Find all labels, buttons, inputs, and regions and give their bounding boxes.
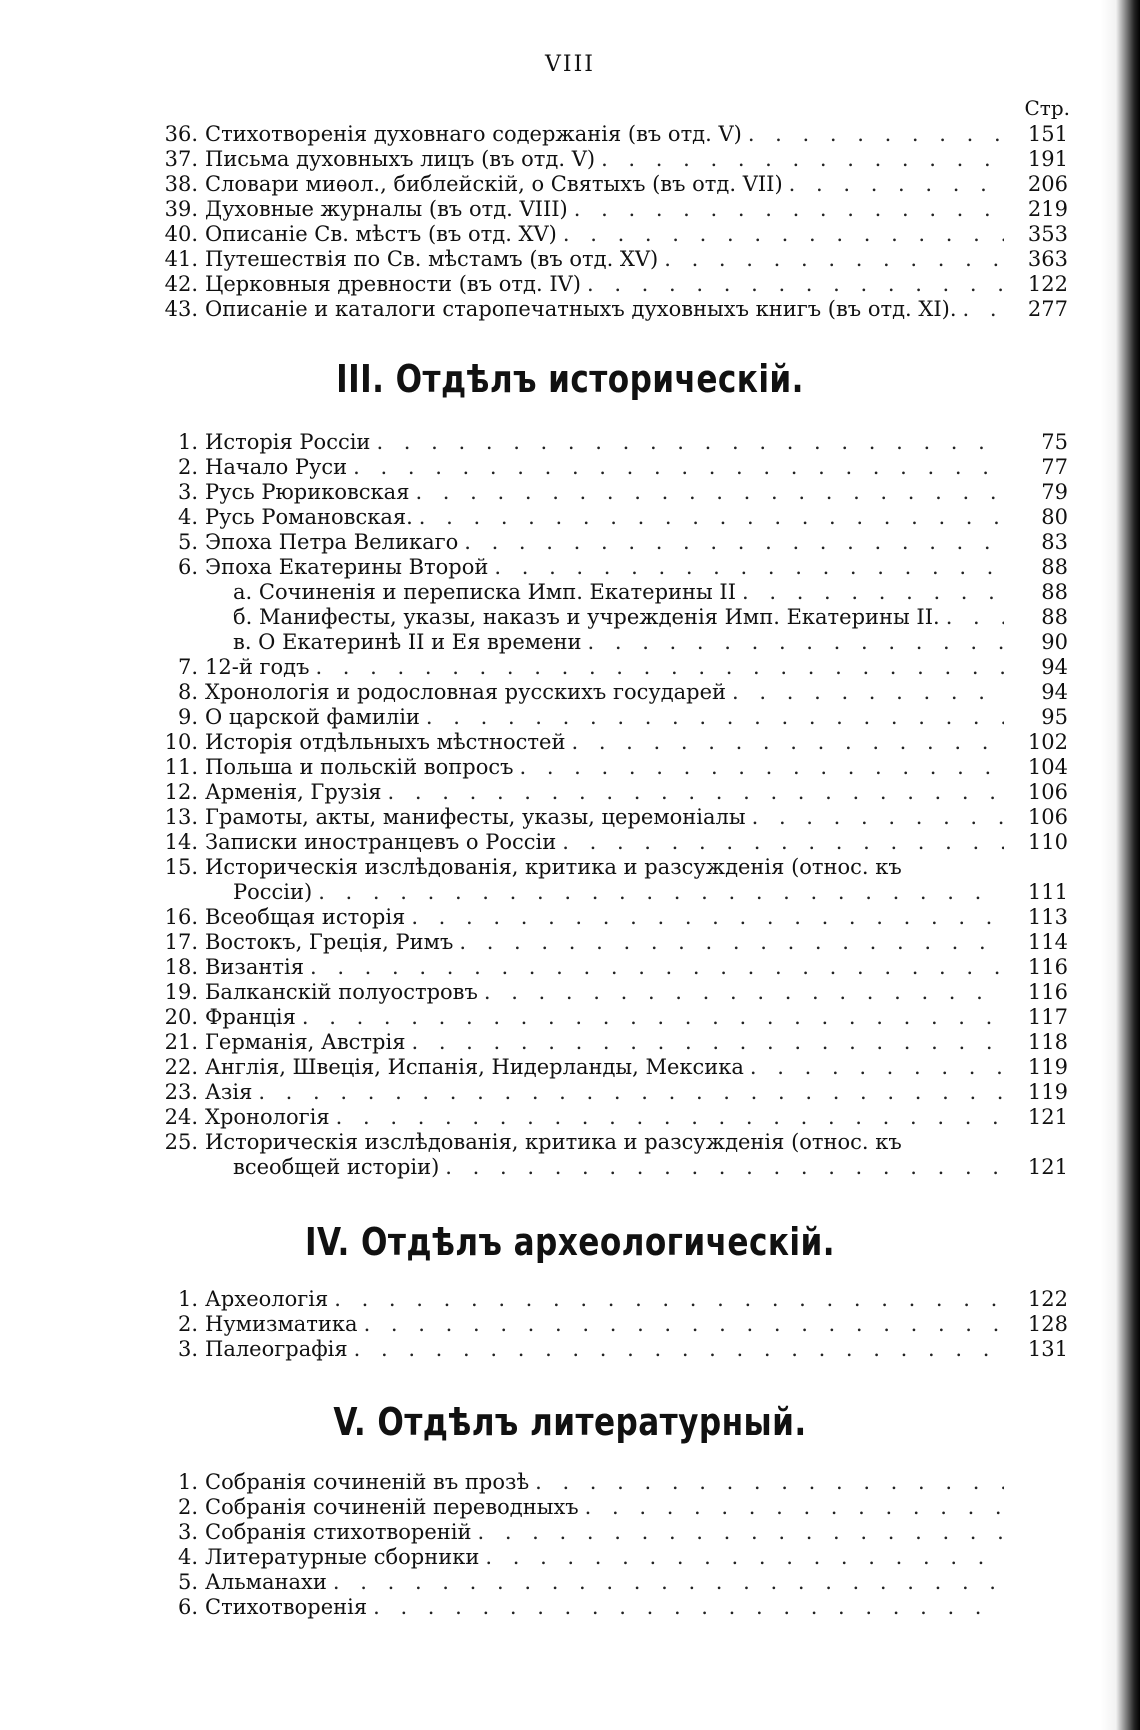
dot-leader <box>587 272 1004 297</box>
dot-leader <box>477 1520 1004 1545</box>
entry-page-number: 114 <box>1027 930 1068 954</box>
entry-title: Историческія изслѣдованія, критика и разсужденія (относ. къ <box>205 855 902 879</box>
toc-entry <box>148 555 1068 580</box>
entry-title: Собранія сочиненій въ прозѣ <box>205 1470 530 1494</box>
entry-title: Англія, Швеція, Испанія, Нидерланды, Мексика <box>205 1055 744 1079</box>
toc-entry <box>148 1520 1068 1545</box>
entry-number: 8. <box>177 680 198 704</box>
dot-leader <box>742 580 1004 605</box>
dot-leader <box>411 1030 1004 1055</box>
entry-number: 4. <box>177 505 198 529</box>
dot-leader <box>752 805 1004 830</box>
toc-entry <box>148 905 1068 930</box>
dot-leader <box>376 430 1004 455</box>
entry-page-number: 363 <box>1027 247 1068 271</box>
toc-section-archaeological <box>148 1287 1068 1362</box>
entry-page-number: 119 <box>1027 1080 1068 1104</box>
entry-number: 3. <box>177 1520 198 1544</box>
entry-page-number: 88 <box>1041 580 1068 604</box>
toc-entry <box>148 480 1068 505</box>
entry-number: 24. <box>164 1105 198 1129</box>
entry-title: Русь Рюриковская <box>205 480 410 504</box>
entry-title: Эпоха Петра Великаго <box>205 530 459 554</box>
entry-title: О царской фамиліи <box>205 705 420 729</box>
entry-number: 1. <box>177 1287 198 1311</box>
dot-leader <box>571 730 1004 755</box>
entry-title: Литературные сборники <box>205 1545 480 1569</box>
entry-title: Стихотворенія <box>205 1595 368 1619</box>
toc-block-continued <box>148 122 1068 322</box>
entry-page-number: 191 <box>1027 147 1068 171</box>
entry-title: Грамоты, акты, манифесты, указы, церемоніалы <box>205 805 746 829</box>
entry-page-number: 95 <box>1041 705 1068 729</box>
toc-entry <box>148 122 1068 147</box>
toc-entry <box>148 430 1068 455</box>
entry-page-number: 121 <box>1027 1155 1068 1179</box>
section-heading-archaeological: IV. Отдѣлъ археологическій. <box>304 1220 835 1264</box>
dot-leader <box>750 1055 1004 1080</box>
dot-leader <box>789 172 1004 197</box>
entry-title: 12-й годъ <box>205 655 310 679</box>
entry-number: 2. <box>177 455 198 479</box>
toc-entry-continuation <box>148 1155 1068 1180</box>
dot-leader <box>562 830 1004 855</box>
entry-page-number: 88 <box>1041 555 1068 579</box>
toc-entry <box>148 1005 1068 1030</box>
entry-page-number: 88 <box>1041 605 1068 629</box>
dot-leader <box>574 197 1004 222</box>
entry-page-number: 119 <box>1027 1055 1068 1079</box>
entry-page-number: 219 <box>1027 197 1068 221</box>
entry-number: 6. <box>177 1595 198 1619</box>
entry-number: 14. <box>164 830 198 854</box>
section-heading-literary: V. Отдѣлъ литературный. <box>333 1400 807 1444</box>
dot-leader <box>563 222 1004 247</box>
dot-leader <box>419 505 1004 530</box>
toc-entry <box>148 297 1068 322</box>
toc-section-historical <box>148 430 1068 1180</box>
entry-number: 1. <box>177 1470 198 1494</box>
entry-page-number: 122 <box>1027 1287 1068 1311</box>
entry-number: 40. <box>164 222 198 246</box>
dot-leader <box>318 880 1004 905</box>
dot-leader <box>336 1105 1004 1130</box>
entry-title: Путешествія по Св. мѣстамъ (въ отд. XV) <box>205 247 659 271</box>
entry-number: 12. <box>164 780 198 804</box>
entry-title: Историческія изслѣдованія, критика и разсужденія (относ. къ <box>205 1130 902 1154</box>
entry-title: Собранія стихотвореній <box>205 1520 472 1544</box>
dot-leader <box>445 1155 1004 1180</box>
dot-leader <box>310 955 1004 980</box>
entry-page-number: 113 <box>1027 905 1068 929</box>
dot-leader <box>333 1570 1004 1595</box>
toc-subentry <box>148 605 1068 630</box>
entry-page-number: 151 <box>1027 122 1068 146</box>
entry-number: 23. <box>164 1080 198 1104</box>
section-heading-historical: III. Отдѣлъ историческій. <box>336 357 804 401</box>
dot-leader <box>494 555 1004 580</box>
entry-title: б. Манифесты, указы, наказъ и учрежденія Имп. Екатерины II. <box>233 605 940 629</box>
entry-number: 39. <box>164 197 198 221</box>
toc-entry <box>148 1130 1068 1155</box>
dot-leader <box>258 1080 1004 1105</box>
entry-title: Всеобщая исторія <box>205 905 406 929</box>
entry-number: 3. <box>177 480 198 504</box>
toc-entry <box>148 830 1068 855</box>
entry-number: 15. <box>164 855 198 879</box>
toc-entry <box>148 980 1068 1005</box>
toc-entry <box>148 805 1068 830</box>
dot-leader <box>748 122 1004 147</box>
entry-page-number: 121 <box>1027 1105 1068 1129</box>
dot-leader <box>732 680 1004 705</box>
entry-number: 11. <box>164 755 198 779</box>
entry-title: а. Сочиненія и переписка Имп. Екатерины II <box>233 580 736 604</box>
entry-number: 25. <box>164 1130 198 1154</box>
dot-leader <box>535 1470 1004 1495</box>
entry-page-number: 131 <box>1027 1337 1068 1361</box>
entry-number: 13. <box>164 805 198 829</box>
dot-leader <box>354 1337 1004 1362</box>
entry-page-number: 77 <box>1041 455 1068 479</box>
entry-number: 37. <box>164 147 198 171</box>
entry-title: Эпоха Екатерины Второй <box>205 555 489 579</box>
entry-title-continuation: всеобщей исторіи) <box>233 1155 440 1179</box>
entry-title: в. О Екатеринѣ II и Ея времени <box>233 630 582 654</box>
toc-entry <box>148 455 1068 480</box>
dot-leader <box>388 780 1004 805</box>
entry-number: 41. <box>164 247 198 271</box>
entry-page-number: 277 <box>1027 297 1068 321</box>
entry-number: 3. <box>177 1337 198 1361</box>
entry-page-number: 106 <box>1027 805 1068 829</box>
toc-entry <box>148 780 1068 805</box>
entry-number: 1. <box>177 430 198 454</box>
entry-page-number: 94 <box>1041 680 1068 704</box>
entry-title: Исторія Россіи <box>205 430 371 454</box>
entry-page-number: 94 <box>1041 655 1068 679</box>
toc-entry-continuation <box>148 880 1068 905</box>
dot-leader <box>353 455 1004 480</box>
toc-entry <box>148 930 1068 955</box>
entry-page-number: 80 <box>1041 505 1068 529</box>
entry-page-number: 206 <box>1027 172 1068 196</box>
toc-entry <box>148 1055 1068 1080</box>
entry-page-number: 122 <box>1027 272 1068 296</box>
toc-entry <box>148 1287 1068 1312</box>
entry-title: Хронологія <box>205 1105 330 1129</box>
toc-entry <box>148 247 1068 272</box>
entry-title: Арменія, Грузія <box>205 780 382 804</box>
entry-page-number: 118 <box>1027 1030 1068 1054</box>
entry-title: Альманахи <box>205 1570 327 1594</box>
dot-leader <box>601 147 1004 172</box>
dot-leader <box>315 655 1004 680</box>
toc-entry <box>148 755 1068 780</box>
toc-entry <box>148 1337 1068 1362</box>
entry-title-continuation: Россіи) <box>233 880 313 904</box>
entry-page-number: 110 <box>1027 830 1068 854</box>
toc-section-literary <box>148 1470 1068 1620</box>
entry-page-number: 111 <box>1027 880 1068 904</box>
toc-entry <box>148 855 1068 880</box>
entry-number: 17. <box>164 930 198 954</box>
entry-page-number: 353 <box>1027 222 1068 246</box>
entry-title: Записки иностранцевъ о Россіи <box>205 830 557 854</box>
toc-entry <box>148 505 1068 530</box>
entry-number: 2. <box>177 1495 198 1519</box>
scan-edge-shadow <box>1100 0 1140 1730</box>
entry-title: Франція <box>205 1005 296 1029</box>
entry-title: Описаніе и каталоги старопечатныхъ духовныхъ книгъ (въ отд. XI). <box>205 297 957 321</box>
entry-number: 19. <box>164 980 198 1004</box>
entry-title: Германія, Австрія <box>205 1030 406 1054</box>
entry-number: 4. <box>177 1545 198 1569</box>
toc-entry <box>148 1470 1068 1495</box>
dot-leader <box>519 755 1004 780</box>
dot-leader <box>664 247 1004 272</box>
dot-leader <box>946 605 1004 630</box>
page-number: VIII <box>545 52 595 77</box>
entry-title: Востокъ, Греція, Римъ <box>205 930 454 954</box>
entry-title: Исторія отдѣльныхъ мѣстностей <box>205 730 566 754</box>
toc-entry <box>148 1595 1068 1620</box>
toc-entry <box>148 1030 1068 1055</box>
entry-title: Византія <box>205 955 304 979</box>
dot-leader <box>485 1545 1004 1570</box>
toc-subentry <box>148 580 1068 605</box>
entry-title: Нумизматика <box>205 1312 358 1336</box>
toc-entry <box>148 1080 1068 1105</box>
page-column-header: Стр. <box>1024 96 1070 120</box>
entry-number: 5. <box>177 530 198 554</box>
entry-page-number: 106 <box>1027 780 1068 804</box>
entry-title: Церковныя древности (въ отд. IV) <box>205 272 581 296</box>
entry-number: 21. <box>164 1030 198 1054</box>
entry-title: Начало Руси <box>205 455 348 479</box>
entry-title: Азія <box>205 1080 253 1104</box>
toc-entry <box>148 197 1068 222</box>
toc-entry <box>148 730 1068 755</box>
entry-number: 22. <box>164 1055 198 1079</box>
toc-entry <box>148 1312 1068 1337</box>
entry-title: Палеографія <box>205 1337 348 1361</box>
entry-title: Описаніе Св. мѣстъ (въ отд. XV) <box>205 222 557 246</box>
toc-subentry <box>148 630 1068 655</box>
entry-number: 16. <box>164 905 198 929</box>
dot-leader <box>484 980 1004 1005</box>
entry-title: Письма духовныхъ лицъ (въ отд. V) <box>205 147 596 171</box>
entry-number: 9. <box>177 705 198 729</box>
entry-title: Духовные журналы (въ отд. VIII) <box>205 197 568 221</box>
entry-number: 18. <box>164 955 198 979</box>
dot-leader <box>464 530 1004 555</box>
toc-entry <box>148 680 1068 705</box>
entry-title: Словари миѳол., библейскій, о Святыхъ (въ отд. VII) <box>205 172 783 196</box>
dot-leader <box>963 297 1005 322</box>
entry-number: 7. <box>177 655 198 679</box>
toc-entry <box>148 530 1068 555</box>
toc-entry <box>148 655 1068 680</box>
toc-entry <box>148 147 1068 172</box>
entry-title: Собранія сочиненій переводныхъ <box>205 1495 579 1519</box>
entry-number: 6. <box>177 555 198 579</box>
dot-leader <box>426 705 1004 730</box>
toc-entry <box>148 172 1068 197</box>
entry-title: Балканскій полуостровъ <box>205 980 478 1004</box>
entry-number: 43. <box>164 297 198 321</box>
entry-page-number: 90 <box>1041 630 1068 654</box>
dot-leader <box>459 930 1004 955</box>
toc-entry <box>148 955 1068 980</box>
dot-leader <box>415 480 1004 505</box>
entry-title: Стихотворенія духовнаго содержанія (въ отд. V) <box>205 122 742 146</box>
dot-leader <box>585 1495 1004 1520</box>
entry-number: 42. <box>164 272 198 296</box>
entry-page-number: 79 <box>1041 480 1068 504</box>
toc-entry <box>148 705 1068 730</box>
entry-number: 38. <box>164 172 198 196</box>
entry-number: 5. <box>177 1570 198 1594</box>
toc-entry <box>148 1495 1068 1520</box>
entry-page-number: 128 <box>1027 1312 1068 1336</box>
toc-entry <box>148 1570 1068 1595</box>
dot-leader <box>364 1312 1004 1337</box>
toc-entry <box>148 222 1068 247</box>
dot-leader <box>588 630 1005 655</box>
entry-page-number: 116 <box>1027 980 1068 1004</box>
entry-page-number: 117 <box>1027 1005 1068 1029</box>
entry-page-number: 83 <box>1041 530 1068 554</box>
entry-title: Хронологія и родословная русскихъ государей <box>205 680 727 704</box>
entry-number: 10. <box>164 730 198 754</box>
entry-title: Археологія <box>205 1287 329 1311</box>
dot-leader <box>334 1287 1004 1312</box>
toc-entry <box>148 1105 1068 1130</box>
entry-number: 36. <box>164 122 198 146</box>
entry-number: 20. <box>164 1005 198 1029</box>
entry-number: 2. <box>177 1312 198 1336</box>
dot-leader <box>411 905 1004 930</box>
entry-page-number: 102 <box>1027 730 1068 754</box>
toc-entry <box>148 1545 1068 1570</box>
entry-page-number: 116 <box>1027 955 1068 979</box>
entry-page-number: 104 <box>1027 755 1068 779</box>
dot-leader <box>373 1595 1004 1620</box>
dot-leader <box>302 1005 1004 1030</box>
entry-title: Русь Романовская. <box>205 505 413 529</box>
toc-entry <box>148 272 1068 297</box>
entry-title: Польша и польскій вопросъ <box>205 755 514 779</box>
entry-page-number: 75 <box>1041 430 1068 454</box>
